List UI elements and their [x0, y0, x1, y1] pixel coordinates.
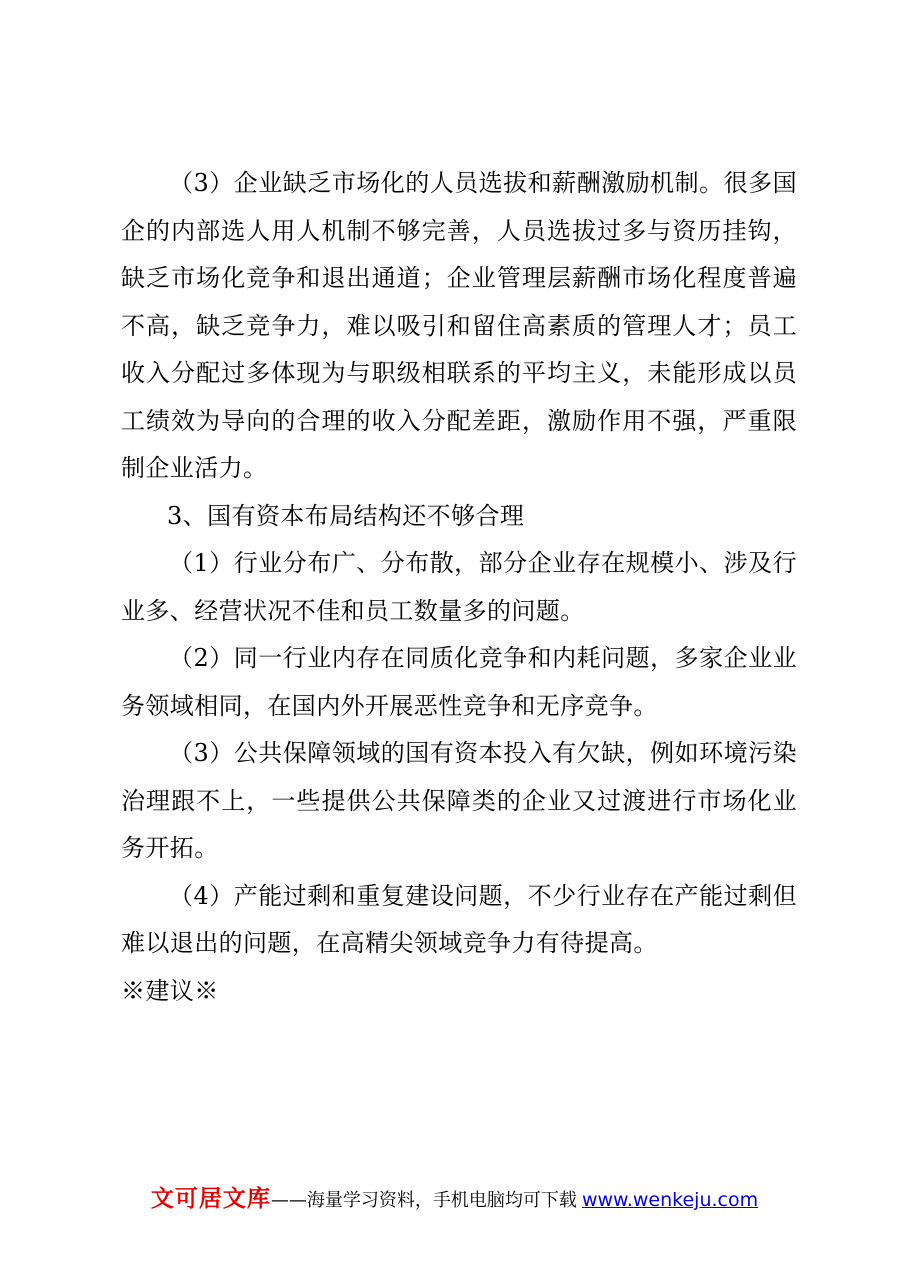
paragraph-public-security: （3）公共保障领域的国有资本投入有欠缺，例如环境污染治理跟不上，一些提供公共保障类的企业又过渡进行市场化业务开拓。 — [121, 739, 797, 862]
section-heading-capital-layout: 3、国有资本布局结构还不够合理 — [167, 501, 525, 530]
paragraph-homogeneous-competition: （2）同一行业内存在同质化竞争和内耗问题，多家企业业务领域相同，在国内外开展恶性竞争和无序竞争。 — [121, 644, 797, 720]
paragraph-incentive-mechanism: （3）企业缺乏市场化的人员选拔和薪酬激励机制。很多国企的内部选人用人机制不够完善，人员选拔过多与资历挂钩，缺乏市场化竞争和退出通道；企业管理层薪酬市场化程度普遍不高，缺乏竞争力，难以吸引和留住高素质的管理人才；员工收入分配过多体现为与职级相联系的平均主义，未能形成以员工绩效为导向的合理的收入分配差距，激励作用不强，严重限制企业活力。 — [121, 169, 797, 482]
paragraph-overcapacity: （4）产能过剩和重复建设问题，不少行业存在产能过剩但难以退出的问题，在高精尖领域竞争力有待提高。 — [121, 881, 797, 957]
footer-banner — [0, 1180, 909, 1213]
suggestion-heading: ※建议※ — [121, 976, 219, 1005]
document-body — [121, 160, 797, 1015]
footer-brand: 文可居文库 — [150, 1186, 271, 1212]
footer-tagline: ——海量学习资料，手机电脑均可下载 — [270, 1190, 577, 1211]
footer-website-link[interactable]: www.wenkeju.com — [581, 1189, 759, 1211]
paragraph-industry-distribution: （1）行业分布广、分布散，部分企业存在规模小、涉及行业多、经营状况不佳和员工数量多的问题。 — [121, 549, 797, 625]
